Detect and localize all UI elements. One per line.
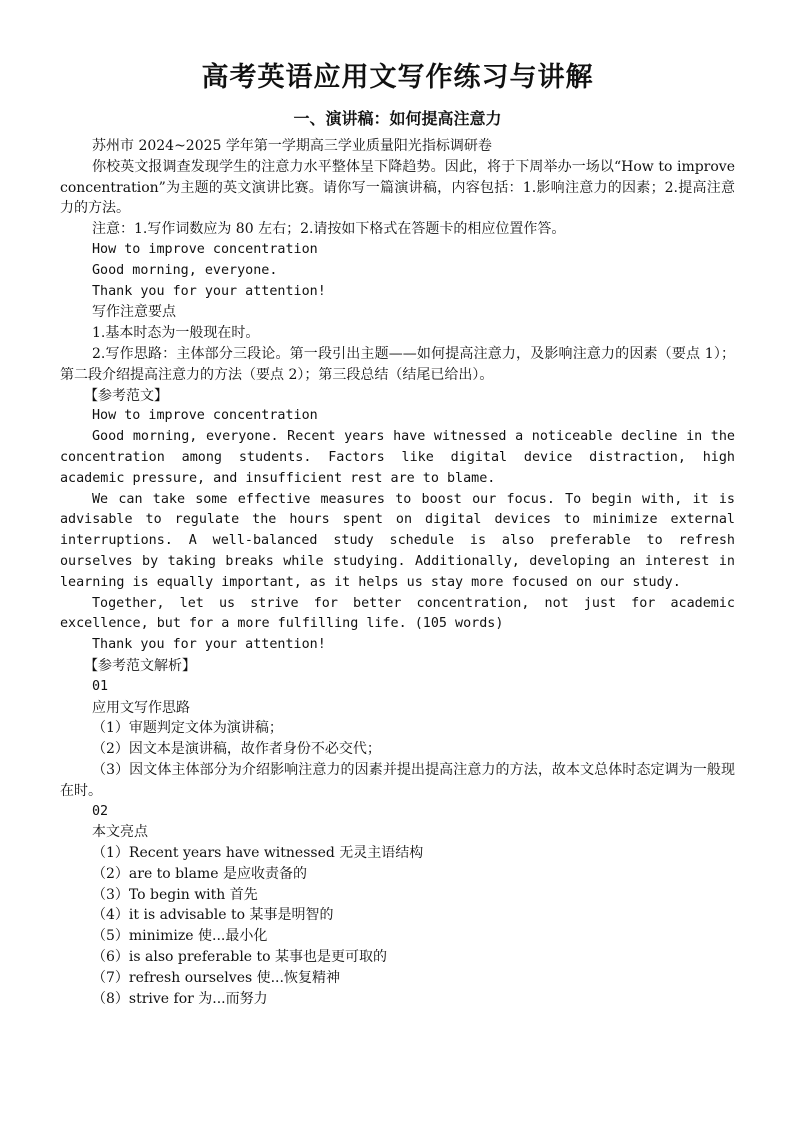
tips-point: 2.写作思路：主体部分三段论。第一段引出主题——如何提高注意力，及影响注意力的因素（要点 1）；第二段介绍提高注意力的方法（要点 2）；第三段总结（结尾已给出）。 (60, 345, 735, 383)
model-title: How to improve concentration (92, 408, 318, 424)
analysis-item: （2）因文本是演讲稿，故作者身份不必交代； (92, 741, 381, 758)
highlight-item: （7）refresh ourselves 使...恢复精神 (92, 969, 340, 986)
format-greeting: Good morning, everyone. (92, 262, 278, 278)
highlight-item: （4）it is advisable to 某事是明智的 (92, 907, 334, 924)
format-closing: Thank you for your attention! (92, 283, 326, 299)
section-title: 一、演讲稿：如何提高注意力 (293, 109, 502, 128)
model-paragraph: Together, let us strive for better concentration, not just for academic excellence, but for a more fulfilling life. (105 words) (60, 595, 735, 632)
tips-heading: 写作注意要点 (92, 304, 176, 321)
analysis-subheading: 本文亮点 (92, 824, 148, 841)
highlight-item: （3）To begin with 首先 (92, 886, 258, 903)
highlight-item: （1）Recent years have witnessed 无灵主语结构 (92, 845, 424, 862)
highlight-item: （5）minimize 使...最小化 (92, 928, 268, 945)
task-source: 苏州市 2024~2025 学年第一学期高三学业质量阳光指标调研卷 (92, 138, 492, 154)
analysis-item: （3）因文体主体部分为介绍影响注意力的因素并提出提高注意力的方法，故本文总体时态定调为一般现在时。 (60, 761, 735, 799)
model-heading: 【参考范文】 (84, 387, 168, 404)
model-closing: Thank you for your attention! (92, 637, 326, 653)
analysis-item: （1）审题判定文体为演讲稿； (92, 720, 283, 737)
document-title: 高考英语应用文写作练习与讲解 (201, 62, 594, 93)
highlight-item: （2）are to blame 是应收责备的 (92, 865, 307, 882)
highlight-item: （8）strive for 为...而努力 (92, 990, 268, 1007)
model-paragraph: Good morning, everyone. Recent years have witnessed a noticeable decline in the concentration among students. Factors like digital device distraction, high academic pressure, and insufficient rest are to blame. (60, 429, 735, 486)
format-title: How to improve concentration (92, 241, 318, 257)
tips-point: 1.基本时态为一般现在时。 (92, 325, 260, 342)
task-prompt: 你校英文报调查发现学生的注意力水平整体呈下降趋势。因此，将于下周举办一场以“How to improve concentration”为主题的英文演讲比赛。请你写一篇演讲稿，内容包括：1.影响注意力的因素；2.提高注意力的方法。 (60, 158, 735, 217)
analysis-heading: 【参考范文解析】 (84, 657, 196, 674)
analysis-number: 02 (92, 803, 109, 819)
task-note: 注意：1.写作词数应为 80 左右；2.请按如下格式在答题卡的相应位置作答。 (92, 221, 566, 238)
analysis-subheading: 应用文写作思路 (92, 699, 190, 716)
highlight-item: （6）is also preferable to 某事也是更可取的 (92, 949, 388, 966)
model-paragraph: We can take some effective measures to boost our focus. To begin with, it is advisable to regulate the hours spent on digital devices to minimize external interruptions. A well-balanced study schedule is also preferable to refresh ourselves by taking breaks while studying. Additionally, developing an interest in learning is equally important, as it helps us stay more focused on our study. (60, 491, 735, 590)
document-page (60, 58, 735, 1009)
analysis-number: 01 (92, 678, 109, 694)
